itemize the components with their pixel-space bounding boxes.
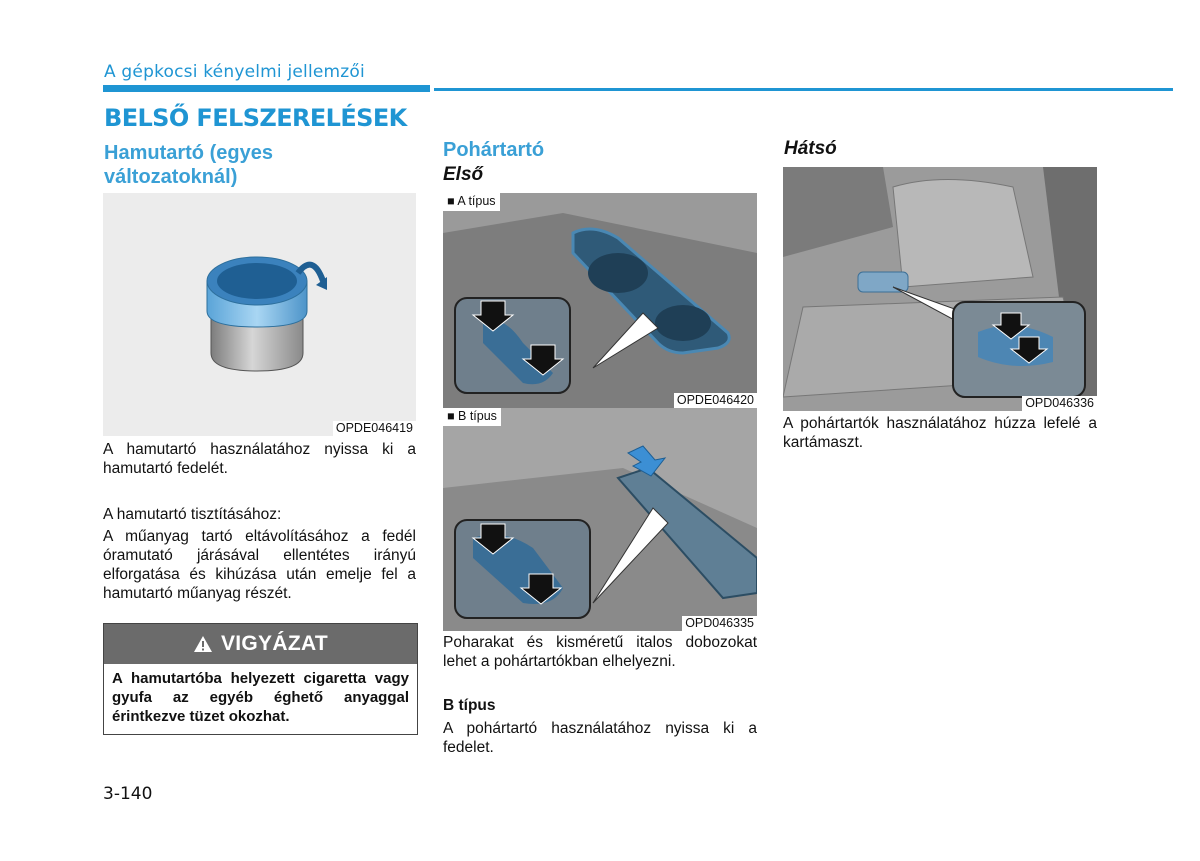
- cupholder-heading: Pohártartó: [443, 139, 545, 161]
- rear-cupholder-figure: [783, 167, 1097, 411]
- section-title: BELSŐ FELSZERELÉSEK: [104, 104, 407, 132]
- warning-box: [103, 623, 418, 735]
- warning-text: A hamutartóba helyezett cigaretta vagy gyufa az egyéb éghető anyaggal érintkezve tüzet okozhat.: [112, 670, 409, 725]
- cupholder-figure-b: [443, 408, 757, 631]
- front-heading: Első: [443, 164, 484, 185]
- ashtray-heading-line2: változatoknál): [104, 166, 238, 188]
- rear-figure-code: OPD046336: [1022, 396, 1097, 411]
- cupholder-para1: Poharakat és kisméretű italos dobozokat lehet a pohártartókban elhelyezni.: [443, 634, 757, 670]
- cupholder-para2: A pohártartó használatához nyissa ki a fedelet.: [443, 720, 757, 756]
- figure-a-code: OPDE046420: [674, 393, 757, 408]
- ashtray-heading-line1: Hamutartó (egyes: [104, 142, 273, 164]
- ashtray-figure-code: OPDE046419: [333, 421, 416, 436]
- cupholder-a-illustration: [443, 193, 757, 408]
- page-number: 3-140: [103, 784, 153, 804]
- warning-header: [104, 624, 417, 664]
- figure-b-type-tag: ■ B típus: [443, 408, 501, 426]
- ashtray-heading: [104, 141, 414, 189]
- ashtray-para3: A műanyag tartó eltávolításához a fedél óramutató járásával ellentétes irányú elforgatása és kihúzása után emelje fel a hamutartó műanyag részét.: [103, 528, 416, 602]
- rear-heading: Hátsó: [784, 138, 837, 159]
- ashtray-illustration: [103, 193, 416, 436]
- cupholder-figure-a: [443, 193, 757, 408]
- figure-b-code: OPD046335: [682, 616, 757, 631]
- warning-icon: [193, 635, 213, 653]
- header-rule-thick: [103, 85, 430, 92]
- ashtray-para1: A hamutartó használatához nyissa ki a hamutartó fedelét.: [103, 441, 416, 477]
- ashtray-figure: [103, 193, 416, 436]
- cupholder-b-illustration: [443, 408, 757, 631]
- ashtray-para2: A hamutartó tisztításához:: [103, 506, 282, 523]
- figure-a-type-tag: ■ A típus: [443, 193, 500, 211]
- warning-title: VIGYÁZAT: [220, 632, 328, 655]
- chapter-title: A gépkocsi kényelmi jellemzői: [104, 62, 365, 82]
- rear-para: A pohártartók használatához húzza lefelé a kartámaszt.: [783, 415, 1097, 451]
- rear-cupholder-illustration: [783, 167, 1097, 411]
- header-rule-thin: [434, 88, 1173, 91]
- b-type-heading: B típus: [443, 697, 496, 714]
